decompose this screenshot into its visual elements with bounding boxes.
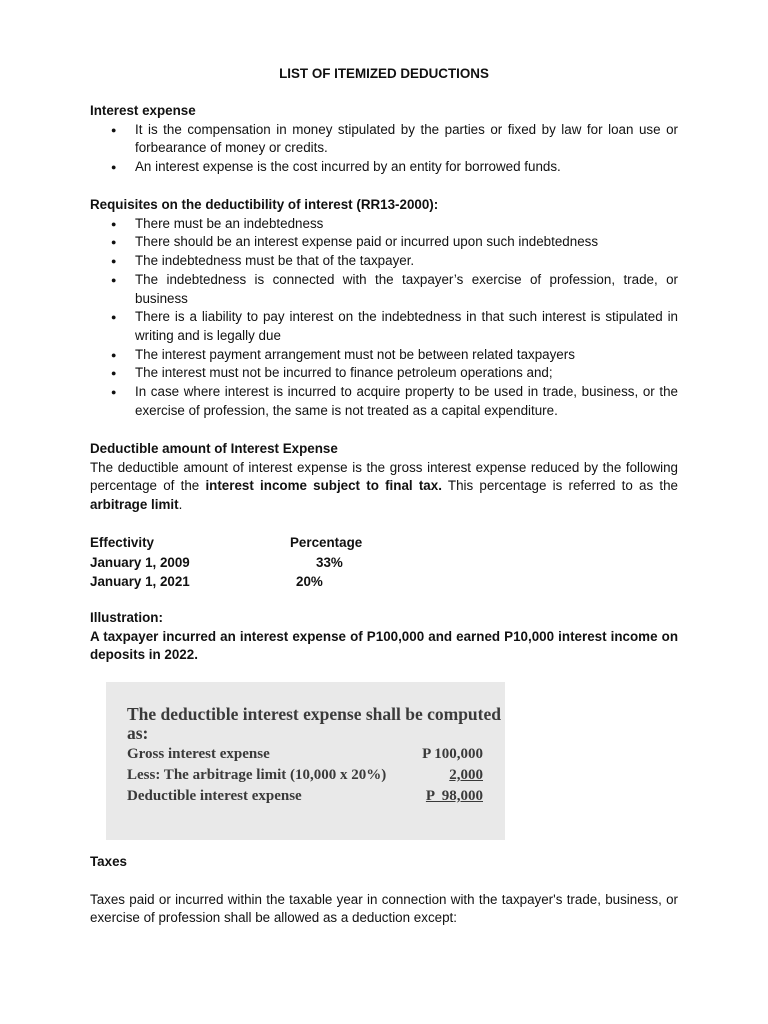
computation-amount: P 98,000 [425, 788, 483, 804]
table-header-row [90, 534, 490, 554]
percentage-header: Percentage [290, 535, 363, 550]
table-row [90, 573, 490, 593]
deductible-amount-paragraph [90, 459, 678, 515]
effectivity-percentage: 20% [296, 574, 323, 589]
requisites-list [90, 215, 678, 421]
requisites-section [90, 196, 678, 420]
computation-amount: P 100,000 [422, 746, 483, 762]
computation-image [106, 682, 505, 840]
list-item: ● An interest expense is the cost incurred by an entity for borrowed funds. [90, 158, 678, 177]
effectivity-percentage: 33% [316, 554, 343, 570]
list-item: ● There is a liability to pay interest on the indebtedness in that such interest is stipulated in writing and is legally due [90, 308, 678, 345]
effectivity-table [90, 534, 490, 593]
taxes-heading: Taxes [90, 854, 127, 869]
computation-amount: 2,000 [449, 767, 483, 783]
list-item: ● The indebtedness must be that of the taxpayer. [90, 252, 678, 271]
computation-title: The deductible interest expense shall be computed as: [127, 704, 501, 743]
computation-label: Less: The arbitrage limit (10,000 x 20%) [127, 767, 387, 783]
deductible-text-2: This percentage is referred to as the [441, 478, 678, 494]
deductible-bold-2: arbitrage limit [90, 497, 179, 513]
effectivity-header: Effectivity [90, 535, 154, 550]
interest-expense-list [90, 121, 678, 177]
computation-label: Deductible interest expense [127, 788, 302, 804]
list-item: ● It is the compensation in money stipulated by the parties or fixed by law for loan use or forbearance of money or credits. [90, 121, 678, 158]
deductible-text-1: The deductible amount of interest expense is the gross interest expense reduced by the following percentage of the [90, 459, 678, 494]
list-item: ● There should be an interest expense paid or incurred upon such indebtedness [90, 233, 678, 252]
computation-label: Gross interest expense [127, 746, 270, 762]
page-title: LIST OF ITEMIZED DEDUCTIONS [279, 66, 489, 81]
taxes-section [90, 853, 678, 928]
requisites-heading: Requisites on the deductibility of interest (RR13-2000): [90, 197, 439, 212]
list-item: ● The indebtedness is connected with the taxpayer’s exercise of profession, trade, or business [90, 271, 678, 308]
deductible-amount-heading: Deductible amount of Interest Expense [90, 441, 338, 456]
list-item: ● The interest payment arrangement must not be between related taxpayers [90, 346, 678, 365]
illustration-heading: Illustration: [90, 610, 163, 625]
list-item: ● In case where interest is incurred to acquire property to be used in trade, business, or the exercise of profession, the same is not treated as a capital expenditure. [90, 383, 678, 420]
list-item: ● The interest must not be incurred to finance petroleum operations and; [90, 364, 678, 383]
effectivity-date: January 1, 2009 [90, 554, 190, 570]
deductible-amount-section [90, 440, 678, 515]
interest-expense-section [90, 102, 678, 177]
list-item: ● There must be an indebtedness [90, 215, 678, 234]
illustration-text: A taxpayer incurred an interest expense of P100,000 and earned P10,000 interest income on deposits in 2022. [90, 628, 678, 663]
table-row [90, 554, 490, 574]
taxes-paragraph: Taxes paid or incurred within the taxable year in connection with the taxpayer's trade, business, or exercise of profession shall be allowed as a deduction except: [90, 891, 678, 926]
effectivity-date: January 1, 2021 [90, 574, 190, 589]
interest-expense-heading: Interest expense [90, 103, 196, 118]
deductible-text-3: . [178, 497, 183, 513]
illustration-section [90, 609, 678, 665]
deductible-bold-1: interest income subject to final tax. [205, 478, 442, 494]
